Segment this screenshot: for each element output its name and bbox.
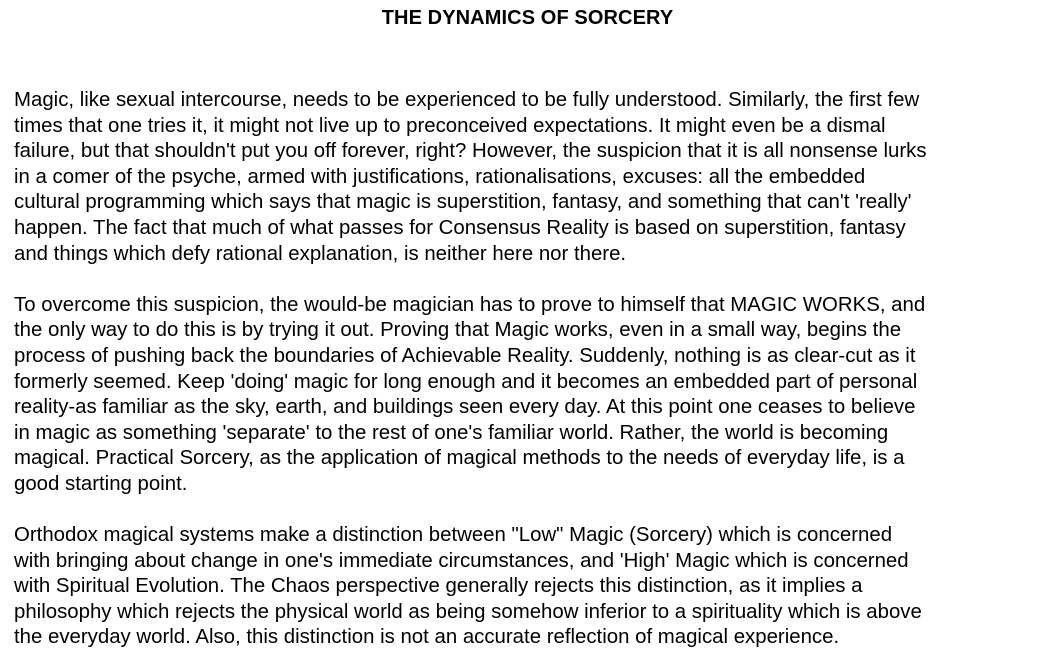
- document-title: THE DYNAMICS OF SORCERY: [381, 7, 674, 29]
- paragraph-3: [14, 523, 1041, 651]
- paragraph-line: cultural programming which says that magic is superstition, fantasy, and something that can't 'really': [14, 191, 912, 214]
- paragraph-line: Magic, like sexual intercourse, needs to be experienced to be fully understood. Similarly, the first few: [14, 89, 920, 111]
- paragraph-line: the everyday world. Also, this distinction is not an accurate reflection of magical experience.: [14, 626, 840, 649]
- paragraph-line: times that one tries it, it might not live up to preconceived expectations. It might even be a dismal: [14, 114, 886, 137]
- paragraph-line: with Spiritual Evolution. The Chaos perspective generally rejects this distinction, as it implies a: [14, 575, 863, 598]
- paragraph-2: [14, 293, 1041, 498]
- paragraph-1: [14, 88, 1041, 267]
- paragraph-line: happen. The fact that much of what passes for Consensus Reality is based on superstition, fantasy: [14, 216, 906, 239]
- paragraph-line: magical. Practical Sorcery, as the application of magical methods to the needs of everyday life, is a: [14, 447, 905, 470]
- paragraph-line: philosophy which rejects the physical world as being somehow inferior to a spirituality which is above: [14, 600, 922, 623]
- paragraph-line: reality-as familiar as the sky, earth, and buildings seen every day. At this point one ceases to believe: [14, 396, 916, 419]
- paragraph-line: with bringing about change in one's immediate circumstances, and 'High' Magic which is concerned: [14, 549, 909, 572]
- paragraph-line: in magic as something 'separate' to the rest of one's familiar world. Rather, the world is becoming: [14, 421, 889, 444]
- paragraph-line: good starting point.: [14, 472, 188, 495]
- paragraph-line: and things which defy rational explanation, is neither here nor there.: [14, 242, 627, 265]
- paragraph-line: Orthodox magical systems make a distinction between "Low" Magic (Sorcery) which is concerned: [14, 524, 893, 547]
- paragraph-line: formerly seemed. Keep 'doing' magic for long enough and it becomes an embedded part of personal: [14, 370, 918, 393]
- paragraph-line: To overcome this suspicion, the would-be magician has to prove to himself that MAGIC WORKS, and: [14, 293, 926, 316]
- paragraph-line: in a comer of the psyche, armed with justifications, rationalisations, excuses: all the embedded: [14, 165, 866, 188]
- paragraph-line: process of pushing back the boundaries of Achievable Reality. Suddenly, nothing is as clear-cut as it: [14, 344, 916, 367]
- paragraph-line: failure, but that shouldn't put you off forever, right? However, the suspicion that it is all nonsense lurks: [14, 140, 927, 163]
- paragraph-line: the only way to do this is by trying it out. Proving that Magic works, even in a small way, begins the: [14, 319, 902, 342]
